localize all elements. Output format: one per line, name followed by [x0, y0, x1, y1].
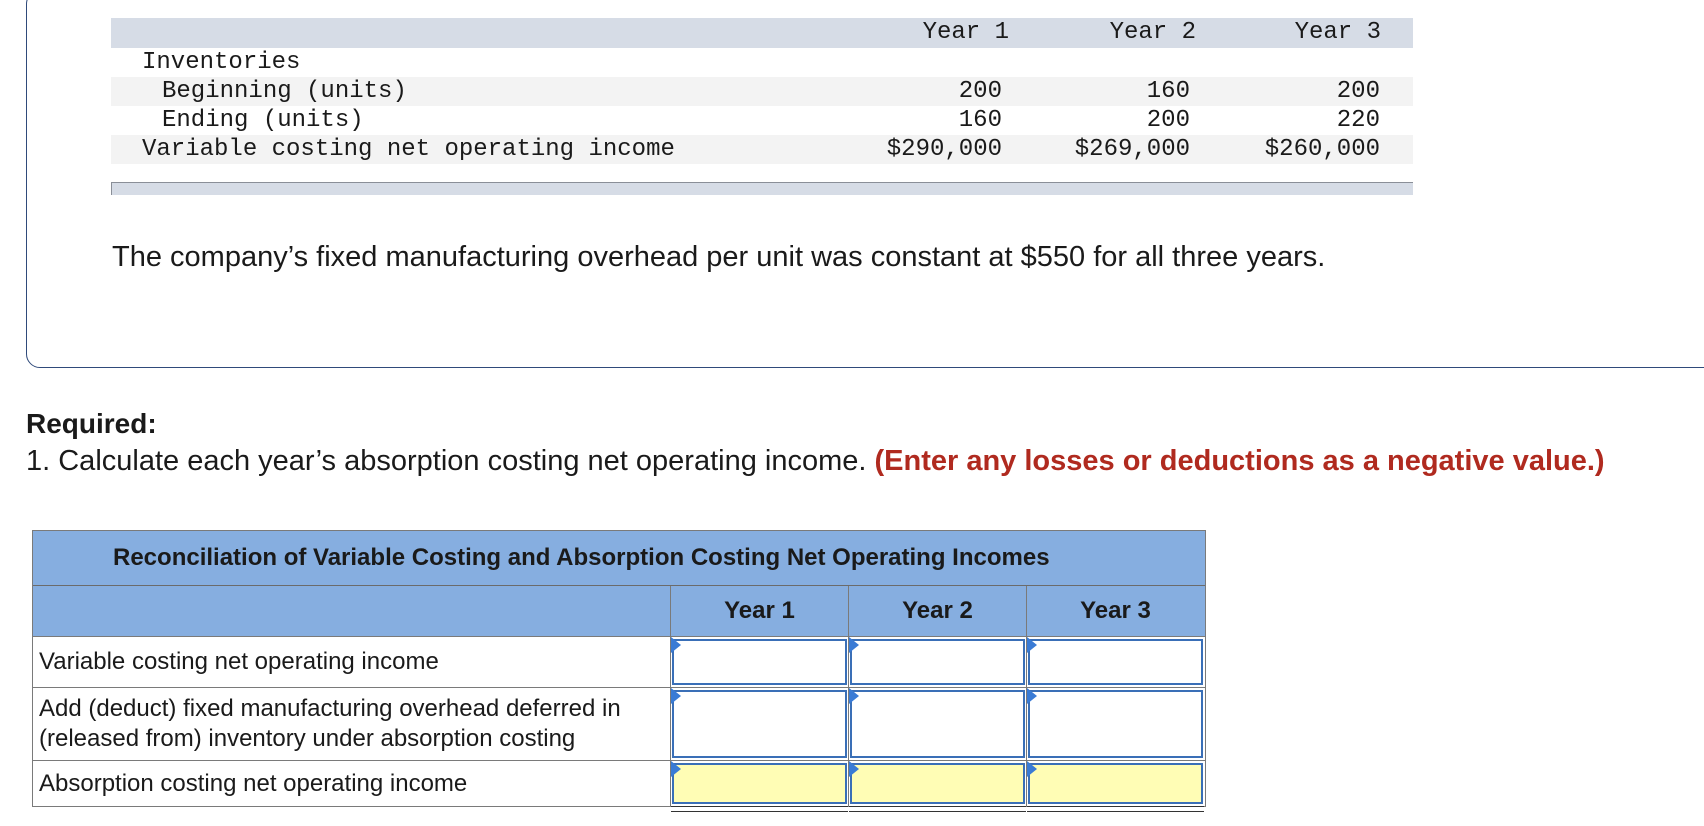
cell-year-2 [849, 761, 1027, 806]
input-flag-icon [671, 637, 681, 653]
absorption-noi-year-2-input[interactable] [852, 765, 1023, 802]
required-heading: Required: [26, 408, 157, 439]
input-wrapper [672, 763, 847, 804]
input-wrapper [850, 690, 1025, 758]
double-underline [671, 806, 848, 812]
reconciliation-header-row [33, 586, 1205, 637]
value-year-1: $290,000 [886, 136, 1002, 163]
value-year-3: $260,000 [1264, 136, 1380, 163]
data-table-footer [111, 182, 1413, 195]
required-instruction [26, 445, 1605, 478]
instruction-emphasis: (Enter any losses or deductions as a negative value.) [874, 445, 1605, 477]
input-flag-icon [849, 688, 859, 704]
header-year-1: Year 1 [922, 19, 1009, 46]
row-label: Ending (units) [162, 107, 364, 134]
cell-year-1 [671, 637, 849, 687]
input-wrapper [672, 690, 847, 758]
double-underline [849, 806, 1026, 812]
input-flag-icon [849, 637, 859, 653]
row-absorption-costing-noi [33, 761, 1205, 806]
row-label: Inventories [142, 49, 301, 76]
absorption-noi-year-1-input[interactable] [674, 765, 845, 802]
variable-noi-year-1-input[interactable] [674, 641, 845, 683]
value-year-2: $269,000 [1074, 136, 1190, 163]
inventory-data-table [111, 18, 1413, 164]
value-year-1: 200 [958, 78, 1002, 105]
overhead-adjustment-year-2-input[interactable] [852, 692, 1023, 756]
reconciliation-table [32, 530, 1206, 807]
cell-year-1 [671, 688, 849, 760]
row-beginning-units [111, 77, 1413, 106]
cell-year-2 [849, 688, 1027, 760]
row-label: Variable costing net operating income [142, 136, 675, 163]
absorption-noi-year-3-input[interactable] [1030, 765, 1201, 802]
variable-noi-year-3-input[interactable] [1030, 641, 1201, 683]
value-year-3: 220 [1336, 107, 1380, 134]
value-year-1: 160 [958, 107, 1002, 134]
cell-year-3 [1027, 761, 1204, 806]
input-flag-icon [849, 761, 859, 777]
input-flag-icon [1027, 637, 1037, 653]
row-fixed-overhead-adjustment [33, 688, 1205, 761]
input-wrapper [850, 763, 1025, 804]
cell-year-3 [1027, 688, 1204, 760]
row-ending-units [111, 106, 1413, 135]
row-inventories [111, 48, 1413, 77]
cell-year-3 [1027, 637, 1204, 687]
row-variable-costing-income [111, 135, 1413, 164]
input-flag-icon [671, 761, 681, 777]
header-blank [33, 586, 671, 636]
input-wrapper [850, 639, 1025, 685]
row-label: Add (deduct) fixed manufacturing overhead deferred in (released from) inventory under absorption costing [33, 688, 671, 760]
overhead-adjustment-year-3-input[interactable] [1030, 692, 1201, 756]
input-wrapper [1028, 639, 1203, 685]
input-wrapper [1028, 763, 1203, 804]
cell-year-1 [671, 761, 849, 806]
double-underline [1027, 806, 1204, 812]
header-year-2: Year 2 [1109, 19, 1196, 46]
input-flag-icon [1027, 761, 1037, 777]
row-label: Beginning (units) [162, 78, 407, 105]
input-wrapper [672, 639, 847, 685]
column-year-3: Year 3 [1027, 586, 1204, 636]
column-year-2: Year 2 [849, 586, 1027, 636]
input-flag-icon [671, 688, 681, 704]
input-wrapper [1028, 690, 1203, 758]
instruction-text: 1. Calculate each year’s absorption costing net operating income. [26, 445, 867, 477]
column-year-1: Year 1 [671, 586, 849, 636]
input-flag-icon [1027, 688, 1037, 704]
value-year-2: 200 [1146, 107, 1190, 134]
row-variable-costing-noi [33, 637, 1205, 688]
row-label: Absorption costing net operating income [33, 761, 671, 806]
cell-year-2 [849, 637, 1027, 687]
value-year-2: 160 [1146, 78, 1190, 105]
variable-noi-year-2-input[interactable] [852, 641, 1023, 683]
header-year-3: Year 3 [1294, 19, 1381, 46]
value-year-3: 200 [1336, 78, 1380, 105]
data-table-header [111, 18, 1413, 48]
overhead-adjustment-year-1-input[interactable] [674, 692, 845, 756]
reconciliation-title: Reconciliation of Variable Costing and Absorption Costing Net Operating Incomes [33, 531, 1205, 586]
row-label: Variable costing net operating income [33, 637, 671, 687]
overhead-statement: The company’s fixed manufacturing overhead per unit was constant at $550 for all three years. [112, 241, 1326, 273]
